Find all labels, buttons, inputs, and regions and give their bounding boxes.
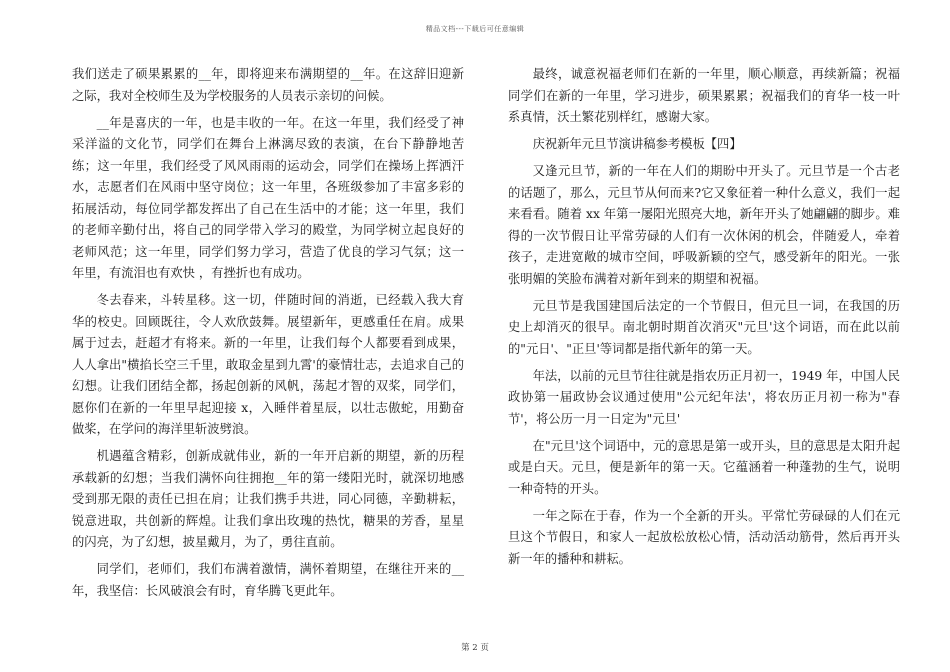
- paragraph: 元旦节是我国建国后法定的一个节假日，但元旦一词，在我国的历史上却消灭的很早。南北朝时期首次消灭"元旦'这个词语，而在此以前的"元日'、"正旦'等词都是指代新年的第一天。: [508, 298, 900, 356]
- paragraph: 一年之际在于春，作为一个全新的开头。平常忙劳碌碌的人们在元旦这个节假日，和家人一起放松放松心情，活动活动筋骨，然后再开头新一年的播种和耕耘。: [508, 508, 900, 566]
- section-heading: 庆祝新年元旦节演讲稿参考模板【四】: [532, 137, 742, 151]
- paragraph: 年法，以前的元旦节往往就是指农历正月初一，1949 年，中国人民政协第一届政协会议通过使用"公元纪年法'，将农历正月初一称为"春节'，将公历一月一日定为"元旦': [508, 368, 900, 426]
- paragraph: 同学们，老师们，我们布满着激情，满怀着期望，在继往开来的__年，我坚信：长风破浪会有时，育华腾飞更此年。: [72, 562, 464, 598]
- paragraph: __年是喜庆的一年，也是丰收的一年。在这一年里，我们经受了神采洋溢的文化节，同学们在舞台上淋漓尽致的表演，在台下静静地苦练；这一年里，我们经受了风风雨雨的运动会，同学们在操场上挥洒汗水，志愿者们在风雨中坚守岗位；这一年里，各班级参加了丰富多彩的拓展活动，每位同学都发挥出了自己在生活中的才能；这一年里，我们的老师辛勤付出，将自己的同学带入学习的殿堂，为同学树立起良好的老师风范；这一年里，同学们努力学习，营造了优良的学习气氛；这一年里，有流泪也有欢快 ，有挫折也有成功。: [72, 115, 464, 280]
- page-number: 第 2 页: [461, 643, 489, 653]
- paragraph: 机遇蕴含精彩，创新成就伟业，新的一年开启新的期望，新的历程承载新的幻想；当我们满怀向往拥抱__年的第一缕阳光时，就深切地感受到那无限的责任已担在肩；让我们携手共进，同心同德，辛勤耕耘，锐意进取，共创新的辉煌。让我们拿出玫瑰的热忱，糖果的芳香，星星的闪亮，为了幻想，披星戴月，为了，勇往直前。: [72, 449, 464, 549]
- page-header: 精品文档---下载后可任意编辑: [425, 25, 525, 33]
- paragraph: 又逢元旦节，新的一年在人们的期盼中开头了。元旦节是一个古老的话题了，那么，元旦节从何而来?它又象征着一种什么意义，我们一起来看看。随着 xx 年第一屡阳光照亮大地，新年开头了她翩翩的脚步。难得的一次节假日让平常劳碌的人们有一次休闲的机会，伴随爱人，牵着孩子，走进宽敞的城市空间，呼吸新颖的空气，感受新年的阳光。一张张明媚的笑脸布满着对新年到来的期望和祝福。: [508, 164, 900, 286]
- right-column: [508, 64, 900, 576]
- paragraph: 冬去春来，斗转星移。这一切，伴随时间的消逝，已经载入我大育华的校史。回顾既往，令人欢欣鼓舞。展望新年，更感重任在肩。成果属于过去，赶超才有将来。新的一年里，让我们每个人都要看到成果，人人拿出"横掐长空三千里，敢取金星到九霄'的豪情壮志，去追求自己的幻想。让我们团结全都，扬起创新的风帆，荡起才智的双桨，同学们，愿你们在新的一年里早起迎接 x，入睡伴着星辰，以壮志傲蛇，用勤奋做桨，在学问的海洋里斩波劈浪。: [72, 293, 464, 436]
- paragraph: 最终，诚意祝福老师们在新的一年里，顺心顺意，再续新篇；祝福同学们在新的一年里，学习进步，硕果累累；祝福我们的育华一枝一叶系真情，沃土繁花别样红，感谢大家。: [508, 67, 900, 124]
- left-column: [72, 64, 464, 608]
- paragraph: 我们送走了硕果累累的__年，即将迎来布满期望的__年。在这辞旧迎新之际，我对全校师生及为学校服务的人员表示亲切的问候。: [72, 67, 464, 103]
- paragraph: 在"元旦'这个词语中，元的意思是第一或开头，旦的意思是太阳升起或是白天。元旦，便是新年的第一天。它蕴涵着一种蓬勃的生气，说明一种奇特的开头。: [508, 438, 900, 496]
